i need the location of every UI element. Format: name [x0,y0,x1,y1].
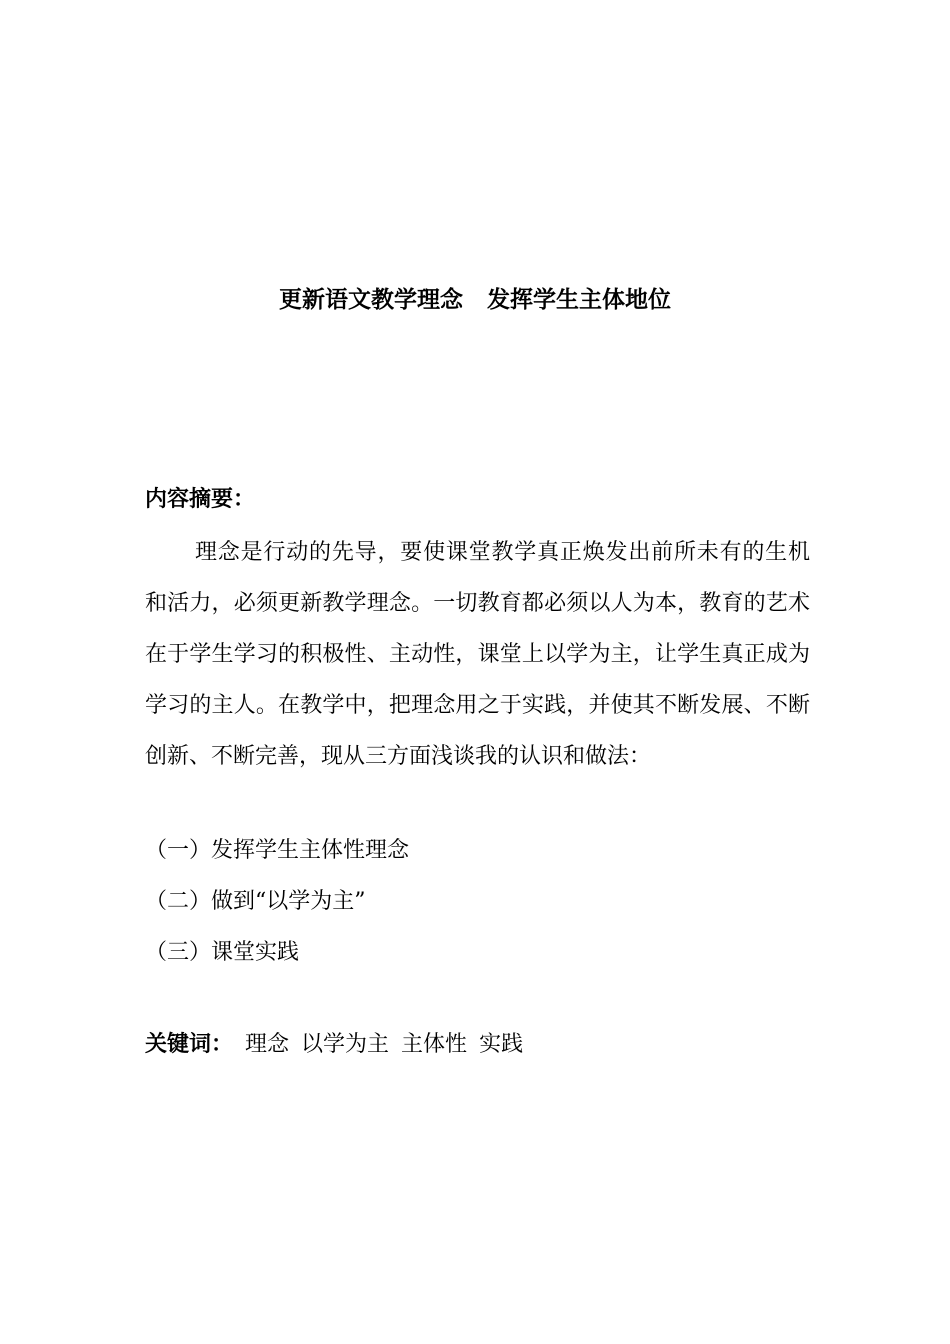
keyword: 以学为主 [301,1032,390,1057]
keyword: 理念 [245,1032,290,1057]
outline-item: （三）课堂实践 [145,940,300,965]
outline-item: （一）发挥学生主体性理念 [145,838,410,863]
outline-item: （二）做到“以学为主” [145,889,366,914]
keyword: 主体性 [401,1032,468,1057]
abstract-outline [145,825,810,978]
keywords-line [145,1025,523,1065]
abstract-heading: 内容摘要： [145,487,256,512]
document-title: 更新语文教学理念 发挥学生主体地位 [278,287,672,313]
abstract-body: 理念是行动的先导，要使课堂教学真正焕发出前所未有的生机和活力，必须更新教学理念。一切教育都必须以人为本，教育的艺术在于学生学习的积极性、主动性，课堂上以学为主，让学生真正成为学习的主人。在教学中，把理念用之于实践，并使其不断发展、不断创新、不断完善，现从三方面浅谈我的认识和做法： [145,540,810,769]
keyword: 实践 [479,1032,524,1057]
keywords-label: 关键词： [145,1032,234,1057]
